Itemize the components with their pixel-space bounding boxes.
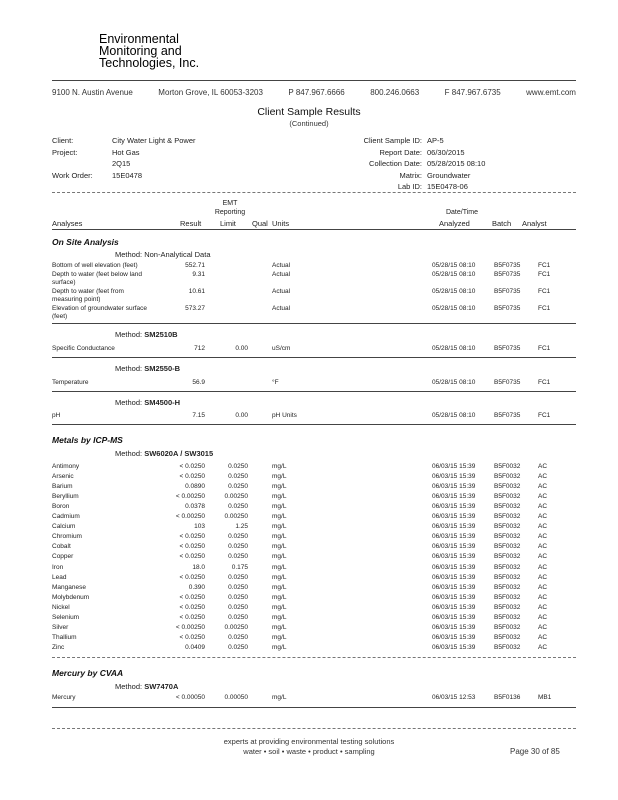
cell-analyst: MB1	[538, 694, 552, 701]
address-city: Morton Grove, IL 60053-3203	[158, 88, 263, 97]
cell-date: 05/28/15 08:10	[432, 345, 476, 352]
cell-result: < 0.0250	[179, 533, 205, 541]
cell-result: < 0.0250	[179, 553, 205, 561]
address-fax: F 847.967.6735	[444, 88, 501, 97]
lab-id-label: Lab ID:	[397, 182, 422, 191]
table-row	[52, 614, 576, 624]
method-label: Method:	[115, 364, 143, 373]
method-value: Non-Analytical Data	[144, 250, 211, 259]
company-name-line2: Monitoring and	[99, 44, 182, 58]
address-bar	[52, 88, 576, 97]
table-row	[52, 513, 576, 523]
cell-date: 05/28/15 08:10	[432, 379, 476, 386]
cell-analyst: FC1	[538, 305, 551, 312]
cell-units: mg/L	[272, 523, 287, 531]
cell-date: 06/03/15 15:39	[432, 533, 476, 541]
cell-rl: 0.0250	[228, 533, 248, 541]
cell-result: < 0.0250	[179, 473, 205, 481]
table-row	[52, 463, 576, 473]
col-result: Result	[180, 219, 202, 228]
cell-date: 05/28/15 08:10	[432, 288, 476, 295]
cell-units: mg/L	[272, 694, 287, 701]
project-value-2: 2Q15	[112, 159, 131, 168]
cell-batch: B5F0032	[494, 533, 521, 541]
cell-rl: 0.00050	[224, 694, 248, 701]
cell-analyst: AC	[538, 623, 548, 631]
col-batch: Batch	[492, 219, 512, 228]
cell-analyst: AC	[538, 583, 548, 591]
cell-result: 573.27	[185, 305, 205, 312]
lab-id-value: 15E0478-06	[427, 182, 468, 191]
cell-rl: 0.0250	[228, 463, 248, 470]
cell-result: 10.61	[188, 288, 205, 295]
cell-date: 06/03/15 15:39	[432, 513, 476, 521]
table-row	[52, 644, 576, 654]
cell-batch: B5F0735	[494, 288, 521, 295]
cell-units: mg/L	[272, 503, 287, 511]
cell-date: 05/28/15 08:10	[432, 412, 476, 419]
cell-batch: B5F0032	[494, 593, 521, 601]
cell-date: 06/03/15 15:39	[432, 603, 476, 611]
cell-analyte: surface)	[52, 279, 76, 286]
cell-analyst: AC	[538, 473, 548, 481]
cell-units: Actual	[272, 271, 291, 278]
cell-analyst: AC	[538, 523, 548, 531]
cell-rl: 0.00250	[224, 513, 248, 521]
method-value: SM2550-B	[144, 364, 181, 373]
footer-tagline: experts at providing environmental testing solutions	[223, 737, 395, 746]
method-value: SW7470A	[144, 682, 179, 691]
section-rule	[52, 424, 576, 425]
method-label: Method:	[115, 398, 143, 407]
cell-batch: B5F0032	[494, 513, 521, 521]
table-row	[52, 543, 576, 553]
cell-analyte: Mercury	[52, 694, 76, 701]
table-row	[52, 523, 576, 533]
cell-units: °F	[272, 379, 279, 386]
table-row	[52, 694, 576, 704]
method-sm2550b	[115, 364, 180, 373]
cell-analyst: FC1	[538, 345, 551, 352]
cell-analyte: Zinc	[52, 643, 65, 651]
cell-units: uS/cm	[272, 345, 291, 352]
cell-batch: B5F0032	[494, 603, 521, 611]
cell-analyte: Cobalt	[52, 543, 71, 551]
cell-analyst: AC	[538, 543, 548, 551]
section-mercury: Mercury by CVAA	[52, 668, 124, 678]
table-row	[52, 503, 576, 513]
method-sm4500h	[115, 398, 180, 407]
col-datetime: Date/Time	[445, 209, 479, 216]
cell-rl: 1.25	[235, 523, 248, 531]
cell-analyte: (feet)	[52, 313, 68, 320]
cell-rl: 0.0250	[228, 593, 248, 601]
cell-analyst: AC	[538, 573, 548, 581]
cell-units: Actual	[272, 288, 291, 295]
cell-rl: 0.0250	[228, 643, 248, 651]
cell-batch: B5F0735	[494, 271, 521, 278]
cell-rl: 0.00250	[224, 493, 248, 501]
cell-result: < 0.00050	[175, 694, 205, 701]
table-row	[52, 379, 576, 389]
cell-result: 0.0378	[185, 503, 205, 511]
cell-result: 0.0409	[185, 643, 205, 651]
cell-analyte: Calcium	[52, 523, 76, 531]
cell-units: mg/L	[272, 473, 287, 481]
cell-analyte: Elevation of groundwater surface	[52, 305, 148, 312]
report-date-label: Report Date:	[379, 148, 422, 157]
cell-batch: B5F0032	[494, 483, 521, 491]
col-reporting: Reporting	[214, 209, 246, 216]
cell-result: 9.31	[192, 271, 205, 278]
cell-units: mg/L	[272, 593, 287, 601]
cell-date: 06/03/15 15:39	[432, 633, 476, 641]
cell-analyst: FC1	[538, 412, 551, 419]
page-title: Client Sample Results	[257, 106, 361, 118]
cell-analyst: AC	[538, 513, 548, 521]
cell-analyte: Specific Conductance	[52, 345, 115, 352]
cell-units: mg/L	[272, 623, 287, 631]
cell-analyte: pH	[52, 412, 61, 419]
cell-analyte: Beryllium	[52, 493, 79, 501]
cell-analyte: Bottom of well elevation (feet)	[52, 262, 138, 269]
cell-analyst: AC	[538, 603, 548, 611]
cell-result: 0.0890	[185, 483, 205, 491]
cell-rl: 0.00250	[224, 623, 248, 631]
cell-analyst: AC	[538, 483, 548, 491]
table-row	[52, 574, 576, 584]
cell-result: < 0.00250	[175, 493, 205, 501]
cell-batch: B5F0032	[494, 613, 521, 621]
table-row	[52, 594, 576, 604]
cell-rl: 0.00	[235, 345, 248, 352]
col-emt: EMT	[222, 200, 238, 207]
cell-rl: 0.0250	[228, 583, 248, 591]
cell-units: pH Units	[272, 412, 297, 419]
cell-rl: 0.0250	[228, 473, 248, 481]
col-limit: Limit	[220, 219, 236, 228]
client-value: City Water Light & Power	[112, 136, 196, 145]
cell-rl: 0.00	[235, 412, 248, 419]
cell-units: Actual	[272, 262, 291, 269]
company-name-line3: Technologies, Inc.	[99, 56, 200, 70]
cell-result: < 0.00250	[175, 623, 205, 631]
cell-result: < 0.00250	[175, 513, 205, 521]
project-label: Project:	[52, 148, 78, 157]
company-name-line1: Environmental	[99, 32, 179, 46]
cell-analyte: Molybdenum	[52, 593, 90, 601]
col-analyzed: Analyzed	[439, 219, 470, 228]
cell-rl: 0.0250	[228, 613, 248, 621]
cell-batch: B5F0032	[494, 473, 521, 481]
project-value: Hot Gas	[112, 148, 140, 157]
cell-units: mg/L	[272, 633, 287, 641]
cell-analyte: Lead	[52, 573, 67, 581]
cell-batch: B5F0032	[494, 573, 521, 581]
workorder-label: Work Order:	[52, 171, 93, 180]
table-row	[52, 483, 576, 493]
table-row	[52, 584, 576, 594]
cell-result: < 0.0250	[179, 593, 205, 601]
cell-rl: 0.0250	[228, 573, 248, 581]
cell-analyte: Depth to water (feet below land	[52, 271, 142, 278]
cell-result: 18.0	[192, 563, 205, 571]
method-label: Method:	[115, 682, 143, 691]
cell-result: < 0.0250	[179, 603, 205, 611]
cell-rl: 0.175	[231, 563, 248, 571]
client-block-rule	[52, 192, 576, 193]
method-label: Method:	[115, 330, 143, 339]
cell-analyst: AC	[538, 643, 548, 651]
cell-date: 06/03/15 15:39	[432, 483, 476, 491]
cell-analyst: AC	[538, 553, 548, 561]
cell-result: 0.390	[188, 583, 205, 591]
cell-analyte: measuring point)	[52, 296, 101, 303]
cell-date: 06/03/15 15:39	[432, 543, 476, 551]
cell-batch: B5F0032	[494, 563, 521, 571]
cell-analyst: AC	[538, 563, 548, 571]
method-nonanalytical	[115, 250, 210, 259]
cell-analyte: Depth to water (feet from	[52, 288, 124, 295]
cell-result: < 0.0250	[179, 613, 205, 621]
table-row	[52, 493, 576, 503]
cell-date: 05/28/15 08:10	[432, 262, 476, 269]
cell-units: mg/L	[272, 573, 287, 581]
cell-batch: B5F0032	[494, 543, 521, 551]
cell-batch: B5F0136	[494, 694, 521, 701]
cell-result: 712	[194, 345, 205, 352]
cell-result: < 0.0250	[179, 543, 205, 551]
cell-batch: B5F0735	[494, 412, 521, 419]
cell-analyst: AC	[538, 493, 548, 501]
cell-analyte: Thallium	[52, 633, 77, 641]
method-value: SM2510B	[144, 330, 178, 339]
address-street: 9100 N. Austin Avenue	[52, 88, 133, 97]
table-row	[52, 473, 576, 483]
section-metals: Metals by ICP-MS	[52, 435, 123, 445]
table-row	[52, 313, 576, 323]
cell-rl: 0.0250	[228, 633, 248, 641]
cell-batch: B5F0032	[494, 553, 521, 561]
address-phone: P 847.967.6666	[288, 88, 345, 97]
cell-batch: B5F0735	[494, 262, 521, 269]
cell-result: < 0.0250	[179, 573, 205, 581]
cell-units: mg/L	[272, 603, 287, 611]
matrix-value: Groundwater	[427, 171, 471, 180]
cell-analyst: AC	[538, 613, 548, 621]
cell-result: 56.9	[192, 379, 205, 386]
table-row	[52, 624, 576, 634]
cell-batch: B5F0032	[494, 643, 521, 651]
cell-date: 06/03/15 15:39	[432, 613, 476, 621]
cell-units: mg/L	[272, 533, 287, 541]
section-onsite: On Site Analysis	[52, 237, 119, 247]
cell-analyte: Cadmium	[52, 513, 80, 521]
section-rule	[52, 357, 576, 358]
cell-rl: 0.0250	[228, 543, 248, 551]
cell-rl: 0.0250	[228, 483, 248, 491]
cell-analyst: AC	[538, 593, 548, 601]
address-tollfree: 800.246.0663	[370, 88, 420, 97]
cell-units: mg/L	[272, 463, 287, 470]
cell-analyst: FC1	[538, 288, 551, 295]
table-row	[52, 604, 576, 614]
collection-date-value: 05/28/2015 08:10	[427, 159, 486, 168]
cell-date: 06/03/15 15:39	[432, 473, 476, 481]
cell-date: 05/28/15 08:10	[432, 271, 476, 278]
cell-date: 06/03/15 12:53	[432, 694, 476, 701]
report-date-value: 06/30/2015	[427, 148, 465, 157]
method-sw6020a	[115, 449, 213, 458]
cell-batch: B5F0032	[494, 503, 521, 511]
cell-date: 06/03/15 15:39	[432, 503, 476, 511]
sample-id-value: AP-5	[427, 136, 444, 145]
cell-batch: B5F0735	[494, 345, 521, 352]
cell-units: mg/L	[272, 493, 287, 501]
cell-analyte: Temperature	[52, 379, 89, 386]
section-rule	[52, 323, 576, 324]
matrix-label: Matrix:	[399, 171, 422, 180]
cell-analyte: Manganese	[52, 583, 86, 591]
cell-date: 05/28/15 08:10	[432, 305, 476, 312]
cell-analyte: Chromium	[52, 533, 82, 541]
header-rule	[52, 80, 576, 81]
page-number: Page 30 of 85	[510, 747, 560, 756]
method-label: Method:	[115, 250, 143, 259]
col-units: Units	[272, 219, 290, 228]
cell-analyte: Copper	[52, 553, 74, 561]
cell-units: mg/L	[272, 643, 287, 651]
cell-result: 552.71	[185, 262, 205, 269]
cell-analyte: Antimony	[52, 463, 80, 470]
cell-result: 103	[194, 523, 205, 531]
cell-analyst: AC	[538, 503, 548, 511]
sample-id-label: Client Sample ID:	[363, 136, 422, 145]
cell-date: 06/03/15 15:39	[432, 643, 476, 651]
cell-analyte: Boron	[52, 503, 70, 511]
cell-batch: B5F0032	[494, 623, 521, 631]
cell-analyte: Silver	[52, 623, 69, 631]
cell-date: 06/03/15 15:39	[432, 573, 476, 581]
collection-date-label: Collection Date:	[369, 159, 422, 168]
cell-analyte: Barium	[52, 483, 73, 491]
column-header-rule	[52, 229, 576, 230]
cell-units: mg/L	[272, 483, 287, 491]
cell-units: mg/L	[272, 613, 287, 621]
cell-units: mg/L	[272, 583, 287, 591]
table-row	[52, 553, 576, 563]
cell-batch: B5F0032	[494, 633, 521, 641]
cell-date: 06/03/15 15:39	[432, 583, 476, 591]
cell-result: < 0.0250	[179, 633, 205, 641]
section-rule	[52, 657, 576, 658]
cell-batch: B5F0032	[494, 463, 521, 470]
cell-date: 06/03/15 15:39	[432, 493, 476, 501]
table-row	[52, 564, 576, 574]
cell-analyst: FC1	[538, 271, 551, 278]
cell-date: 06/03/15 15:39	[432, 623, 476, 631]
cell-analyte: Iron	[52, 563, 64, 571]
workorder-value: 15E0478	[112, 171, 143, 180]
cell-rl: 0.0250	[228, 503, 248, 511]
cell-units: mg/L	[272, 513, 287, 521]
cell-batch: B5F0032	[494, 583, 521, 591]
cell-units: mg/L	[272, 553, 287, 561]
cell-analyst: AC	[538, 463, 548, 470]
cell-date: 06/03/15 15:39	[432, 563, 476, 571]
table-row	[52, 533, 576, 543]
cell-result: < 0.0250	[179, 463, 205, 470]
table-row	[52, 412, 576, 422]
footer-rule	[52, 728, 576, 729]
method-label: Method:	[115, 449, 143, 458]
cell-date: 06/03/15 15:39	[432, 463, 476, 470]
cell-batch: B5F0032	[494, 523, 521, 531]
cell-batch: B5F0735	[494, 305, 521, 312]
method-sw7470a	[115, 682, 178, 691]
cell-batch: B5F0032	[494, 493, 521, 501]
cell-units: mg/L	[272, 543, 287, 551]
col-analyses: Analyses	[52, 219, 83, 228]
cell-analyte: Selenium	[52, 613, 80, 621]
page-subtitle: (Continued)	[289, 119, 329, 128]
table-row	[52, 634, 576, 644]
cell-rl: 0.0250	[228, 553, 248, 561]
cell-units: mg/L	[272, 563, 287, 571]
method-value: SM4500-H	[144, 398, 181, 407]
cell-analyst: AC	[538, 633, 548, 641]
col-analyst: Analyst	[522, 219, 547, 228]
cell-units: Actual	[272, 305, 291, 312]
cell-batch: B5F0735	[494, 379, 521, 386]
cell-rl: 0.0250	[228, 603, 248, 611]
section-rule	[52, 391, 576, 392]
method-value: SW6020A / SW3015	[144, 449, 214, 458]
col-qual: Qual	[252, 219, 268, 228]
cell-analyst: FC1	[538, 262, 551, 269]
cell-analyte: Nickel	[52, 603, 70, 611]
table-row	[52, 345, 576, 355]
cell-result: 7.15	[192, 412, 205, 419]
company-logo	[99, 33, 199, 69]
cell-analyte: Arsenic	[52, 473, 74, 481]
section-rule	[52, 707, 576, 708]
cell-date: 06/03/15 15:39	[432, 553, 476, 561]
client-label: Client:	[52, 136, 74, 145]
cell-analyst: AC	[538, 533, 548, 541]
cell-date: 06/03/15 15:39	[432, 523, 476, 531]
footer-services: water • soil • waste • product • sampling	[243, 747, 375, 756]
cell-analyst: FC1	[538, 379, 551, 386]
address-web: www.emt.com	[526, 88, 576, 97]
cell-date: 06/03/15 15:39	[432, 593, 476, 601]
method-sm2510b	[115, 330, 178, 339]
